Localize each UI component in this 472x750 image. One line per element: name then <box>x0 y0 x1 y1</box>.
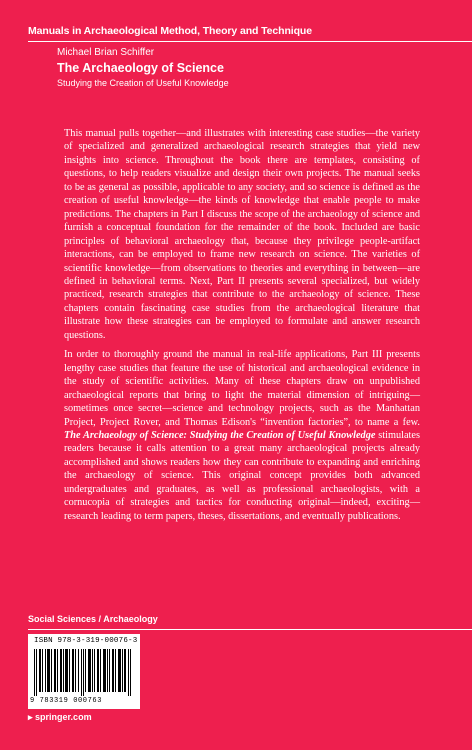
subject-category: Social Sciences / Archaeology <box>28 614 158 624</box>
barcode-digits: 9 783319 000763 <box>30 697 103 705</box>
blurb-paragraph-2-start: In order to thoroughly ground the manual in real-life applications, Part III presents lengthy case studies that feature the use of historical and archaeological evidence in the study of scientific activities. Many of these chapters draw on unpublished archaeological reports that bring to light the material dimension of intriguing—sometimes once secret—science and technology projects, such as the Manhattan Project, Project Rover, and Thomas Edison's “invention factories”, to name a few. <box>64 349 420 428</box>
blurb-paragraph-2-end: stimulates readers because it calls attention to a great many archaeological projects already accomplished and shows readers how they can contribute to expanding and enriching the archaeology of science. This original concept provides both advanced undergraduates and graduates, as well as professional archaeologists, with a cornucopia of strategies and tactics for conducting original—indeed, exciting—research leading to term papers, theses, dissertations, and eventually publications. <box>64 429 420 522</box>
bottom-divider <box>28 629 472 630</box>
arrow-icon: ▸ <box>28 712 33 722</box>
back-cover-blurb <box>64 127 420 529</box>
book-title: The Archaeology of Science <box>57 61 224 75</box>
isbn-number: ISBN 978-3-319-00076-3 <box>34 637 138 645</box>
blurb-paragraph-2 <box>64 348 420 523</box>
author-name: Michael Brian Schiffer <box>57 47 155 58</box>
top-divider <box>28 41 472 42</box>
blurb-paragraph-1: This manual pulls together—and illustrates with interesting case studies—the variety of specialized and generalized archaeological research strategies that yield new insights into science. Throughout the book there are templates, consisting of questions, to help readers visualize and design their own projects. The manual seeks to be as general as possible, applicable to any society, and so science is defined as the creation of useful knowledge—the kinds of knowledge that enable people to make predictions. The chapters in Part I discuss the scope of the archaeology of science and furnish a conceptual foundation for the remainder of the book. Included are basic principles of behavioral archaeology that, because they privilege people-artifact interactions, can be employed to frame new research on science. The varieties of scientific knowledge—from observations to theories and everything in between—are defined in behavioral terms. Next, Part II presents several specialized, but widely practiced, research strategies that contribute to the archaeology of science. These chapters contain fascinating case studies from the archaeological literature that illustrate how these strategies can be employed to formulate and answer research questions. <box>64 128 420 341</box>
publisher-website <box>28 712 92 723</box>
book-subtitle: Studying the Creation of Useful Knowledge <box>57 78 229 88</box>
barcode-icon <box>34 649 134 696</box>
blurb-book-title-emphasis: The Archaeology of Science: Studying the Creation of Useful Knowledge <box>64 429 376 441</box>
series-title: Manuals in Archaeological Method, Theory and Technique <box>28 25 312 37</box>
website-url: springer.com <box>35 712 92 722</box>
barcode-panel <box>28 634 140 709</box>
